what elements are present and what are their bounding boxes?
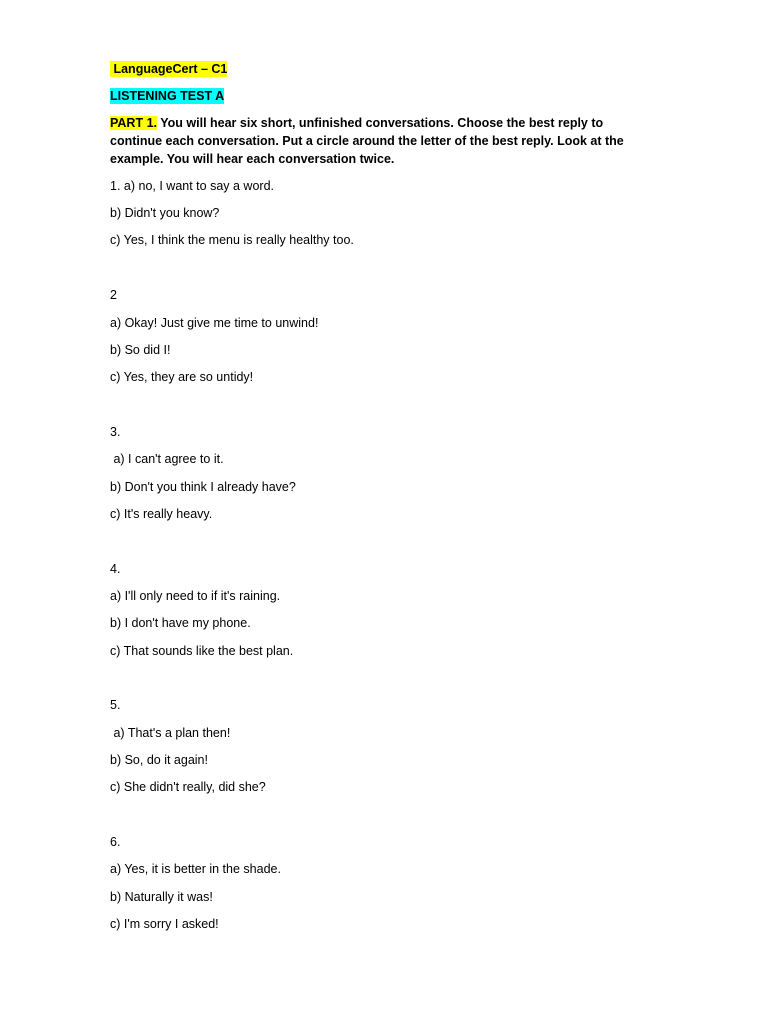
instructions-text: You will hear six short, unfinished conversations. Choose the best reply to continue each conversation. Put a circle around the letter of the best reply. Look at the example. You will hear each conversation twice. [110,116,624,166]
option-b: b) Don't you think I already have? [110,480,296,494]
question-1-text [110,178,274,194]
question-number: 6. [110,835,121,849]
question-number: 1. [110,179,121,193]
question-number: 4. [110,562,121,576]
option-a: a) no, I want to say a word. [123,179,274,193]
question-number: 3. [110,425,121,439]
option-c: c) It's really heavy. [110,507,213,521]
option-c: c) Yes, I think the menu is really healthy too. [110,233,354,247]
part-label: PART 1. [110,116,157,130]
instructions-paragraph [110,114,655,168]
option-a: a) I'll only need to if it's raining. [110,589,281,603]
option-a: a) I can't agree to it. [110,452,224,466]
option-a: a) Yes, it is better in the shade. [110,862,281,876]
option-c: c) Yes, they are so untidy! [110,370,254,384]
question-number: 2 [110,288,117,302]
option-c: c) I'm sorry I asked! [110,917,219,931]
option-b: b) So did I! [110,343,171,357]
option-b: b) Naturally it was! [110,890,213,904]
option-b: b) Didn't you know? [110,206,220,220]
option-a: a) That's a plan then! [110,726,231,740]
option-c: c) She didn't really, did she? [110,780,266,794]
option-b: b) So, do it again! [110,753,208,767]
document-title: LanguageCert – C1 [110,62,228,76]
option-c: c) That sounds like the best plan. [110,644,294,658]
test-subtitle: LISTENING TEST A [110,89,225,103]
question-number: 5. [110,698,121,712]
option-a: a) Okay! Just give me time to unwind! [110,316,319,330]
option-b: b) I don't have my phone. [110,616,251,630]
